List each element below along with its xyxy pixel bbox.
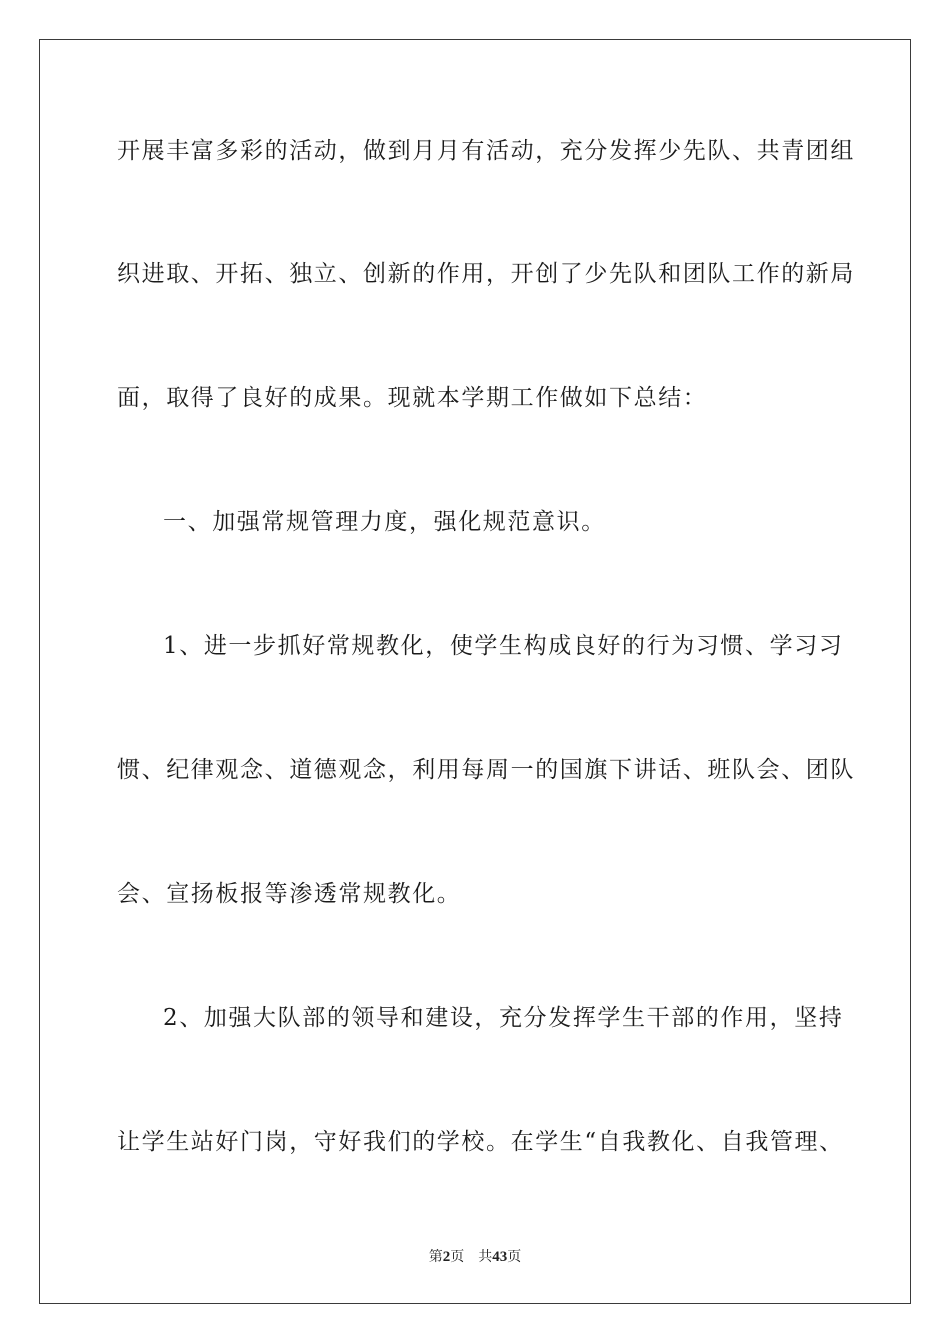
- paragraph-line: 让学生站好门岗，守好我们的学校。在学生“自我教化、自我管理、: [117, 1129, 844, 1155]
- paragraph-line: 惯、纪律观念、道德观念，利用每周一的国旗下讲话、班队会、团队: [117, 757, 855, 783]
- total-pages: 43: [492, 1249, 508, 1265]
- page-suffix: 页: [450, 1249, 465, 1265]
- paragraph-line: 会、宣扬板报等渗透常规教化。: [117, 881, 462, 907]
- paragraph-line: 1、进一步抓好常规教化，使学生构成良好的行为习惯、学习习: [163, 633, 844, 659]
- paragraph-line: 2、加强大队部的领导和建设，充分发挥学生干部的作用，坚持: [163, 1005, 844, 1031]
- page-number: 2: [442, 1249, 451, 1265]
- paragraph-line: 开展丰富多彩的活动，做到月月有活动，充分发挥少先队、共青团组: [117, 138, 855, 164]
- total-prefix: 共: [478, 1249, 493, 1265]
- paragraph-line: 织进取、开拓、独立、创新的作用，开创了少先队和团队工作的新局: [117, 261, 855, 287]
- page-border: [39, 39, 911, 1304]
- page-footer: [0, 1248, 950, 1266]
- paragraph-line: 面，取得了良好的成果。现就本学期工作做如下总结：: [117, 385, 708, 411]
- total-suffix: 页: [507, 1249, 522, 1265]
- section-heading: 一、加强常规管理力度，强化规范意识。: [163, 509, 606, 535]
- page-prefix: 第: [428, 1249, 443, 1265]
